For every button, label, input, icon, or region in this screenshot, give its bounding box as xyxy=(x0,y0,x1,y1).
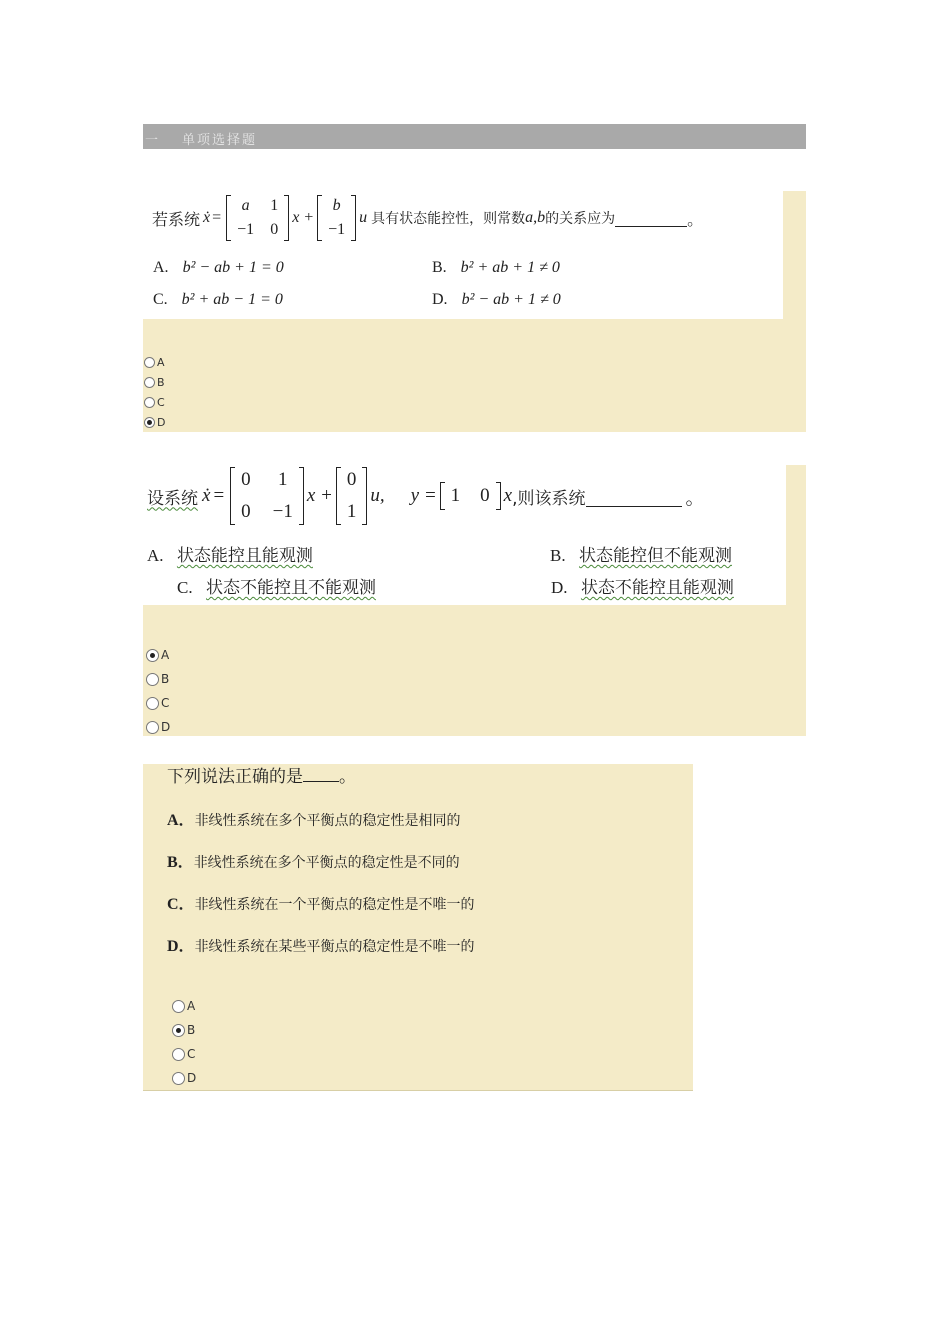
q1-b: b xyxy=(537,209,546,226)
radio-label: A xyxy=(157,356,165,369)
question-3 xyxy=(143,764,693,1091)
q1-matrix-b xyxy=(317,195,356,241)
q3-radio-a[interactable] xyxy=(172,999,195,1013)
q3-option-b xyxy=(167,849,460,872)
q2-option-d xyxy=(551,573,734,598)
q1-option-d xyxy=(432,291,561,309)
matrix-cell: 0 xyxy=(346,469,357,490)
radio-button[interactable] xyxy=(172,1000,185,1013)
q1-matrix-a xyxy=(226,195,289,241)
radio-button[interactable] xyxy=(146,697,159,710)
radio-button[interactable] xyxy=(172,1072,185,1085)
q1-stem-prefix: 若系统 xyxy=(152,211,201,229)
option-text: 非线性系统在某些平衡点的稳定性是不唯一的 xyxy=(194,939,475,955)
q1-xdot: ẋ xyxy=(203,209,211,226)
radio-button[interactable] xyxy=(172,1024,185,1037)
q2-stem-suffix: ,则该系统 xyxy=(512,488,586,509)
q3-option-c xyxy=(167,891,475,914)
radio-button[interactable] xyxy=(144,357,155,368)
option-label: C. xyxy=(177,578,193,597)
q1-period: 。 xyxy=(687,211,704,229)
radio-button[interactable] xyxy=(172,1048,185,1061)
q3-option-d xyxy=(167,933,475,956)
q1-u: u xyxy=(359,209,368,226)
question-2 xyxy=(143,465,806,736)
q3-period: 。 xyxy=(339,767,356,787)
q1-radio-b[interactable] xyxy=(144,376,165,389)
option-text: 非线性系统在多个平衡点的稳定性是不同的 xyxy=(193,855,460,871)
section-number: 一 xyxy=(145,133,161,148)
option-text: b² − ab + 1 ≠ 0 xyxy=(461,291,561,308)
q1-comma: , xyxy=(533,209,538,226)
radio-label: A xyxy=(187,999,196,1013)
section-header xyxy=(143,124,806,149)
q3-radio-b[interactable] xyxy=(172,1023,195,1037)
radio-button[interactable] xyxy=(144,397,155,408)
option-label: B. xyxy=(432,259,447,276)
option-text: b² − ab + 1 = 0 xyxy=(182,259,284,276)
option-label: B. xyxy=(550,546,566,565)
radio-button[interactable] xyxy=(146,673,159,686)
q2-period: 。 xyxy=(685,487,705,509)
radio-button[interactable] xyxy=(146,721,159,734)
q1-option-c xyxy=(153,291,283,309)
option-text: 状态不能控且能观测 xyxy=(580,578,734,598)
q1-option-b xyxy=(432,259,560,277)
q3-option-a xyxy=(167,807,461,830)
section-title: 单项选择题 xyxy=(182,133,258,148)
matrix-cell: 1 xyxy=(346,501,357,522)
q2-option-b xyxy=(550,541,732,566)
q3-stem-text: 下列说法正确的是 xyxy=(167,767,303,787)
matrix-cell: −1 xyxy=(272,501,293,522)
option-text: 状态能控且能观测 xyxy=(176,546,313,566)
option-text: b² + ab − 1 = 0 xyxy=(181,291,283,308)
q2-eq: = xyxy=(213,485,225,506)
option-text: 状态不能控且不能观测 xyxy=(206,578,376,598)
question-3-stem xyxy=(167,762,356,787)
q1-x-plus: x + xyxy=(292,209,315,226)
matrix-cell: 0 xyxy=(270,221,279,238)
q1-eq: = xyxy=(212,209,222,226)
matrix-cell: 1 xyxy=(270,197,279,214)
q2-u: u, xyxy=(370,485,385,506)
radio-label: C xyxy=(187,1047,196,1061)
matrix-cell: 0 xyxy=(241,469,251,490)
radio-label: D xyxy=(157,416,166,429)
matrix-cell: 1 xyxy=(278,469,288,490)
q3-radio-d[interactable] xyxy=(172,1071,196,1085)
radio-button[interactable] xyxy=(144,417,155,428)
radio-label: A xyxy=(161,648,170,662)
option-label: B． xyxy=(167,854,194,871)
option-text: 非线性系统在一个平衡点的稳定性是不唯一的 xyxy=(194,897,475,913)
q1-a: a xyxy=(525,209,534,226)
q2-x-plus: x + xyxy=(306,485,333,506)
q2-matrix-b xyxy=(336,467,368,525)
q2-xdot: ẋ xyxy=(202,485,211,506)
radio-button[interactable] xyxy=(146,649,159,662)
q1-radio-d[interactable] xyxy=(144,416,165,429)
option-label: D． xyxy=(167,938,195,955)
radio-button[interactable] xyxy=(144,377,155,388)
option-label: D. xyxy=(432,291,448,308)
answer-blank xyxy=(586,485,682,507)
q2-radio-d[interactable] xyxy=(146,720,170,734)
radio-label: B xyxy=(187,1023,196,1037)
question-2-equation xyxy=(147,467,705,525)
option-text: 状态能控但不能观测 xyxy=(579,546,732,566)
q2-matrix-c xyxy=(440,482,501,510)
radio-label: D xyxy=(161,720,171,734)
radio-label: D xyxy=(187,1071,197,1085)
q2-radio-c[interactable] xyxy=(146,696,169,710)
question-1 xyxy=(143,191,806,432)
q2-option-a xyxy=(147,541,313,566)
question-2-stem xyxy=(143,465,786,605)
matrix-cell: 0 xyxy=(241,501,251,522)
matrix-cell: 1 xyxy=(450,485,461,506)
q2-option-c xyxy=(177,573,376,598)
matrix-cell: −1 xyxy=(328,221,346,238)
option-label: A. xyxy=(147,546,164,565)
q2-stem-prefix: 设系统 xyxy=(147,488,198,509)
option-label: C. xyxy=(153,291,168,308)
radio-label: B xyxy=(157,376,165,389)
q1-radio-a[interactable] xyxy=(144,356,165,369)
answer-blank xyxy=(615,209,687,228)
radio-label: C xyxy=(161,696,170,710)
q2-y-eq: y = xyxy=(410,485,437,506)
radio-label: C xyxy=(157,396,165,409)
q1-stem-end: 的关系应为 xyxy=(545,211,616,227)
q3-radio-c[interactable] xyxy=(172,1047,195,1061)
option-label: A. xyxy=(153,259,169,276)
option-text: b² + ab + 1 ≠ 0 xyxy=(460,259,560,276)
option-text: 非线性系统在多个平衡点的稳定性是相同的 xyxy=(194,813,461,829)
q2-radio-b[interactable] xyxy=(146,672,169,686)
q1-radio-c[interactable] xyxy=(144,396,165,409)
q2-x: x xyxy=(503,485,513,506)
matrix-cell: −1 xyxy=(237,221,255,238)
matrix-cell: b xyxy=(332,197,341,214)
q1-option-a xyxy=(153,259,284,277)
radio-label: B xyxy=(161,672,170,686)
matrix-cell: a xyxy=(241,197,250,214)
question-1-equation xyxy=(152,195,703,241)
q2-matrix-a xyxy=(230,467,304,525)
matrix-cell: 0 xyxy=(480,485,490,506)
question-1-stem xyxy=(143,191,783,319)
answer-blank xyxy=(303,762,339,782)
q1-stem-suffix: 具有状态能控性，则常数 xyxy=(371,211,526,227)
option-label: A． xyxy=(167,812,195,829)
option-label: D. xyxy=(551,578,568,597)
q2-radio-a[interactable] xyxy=(146,648,169,662)
option-label: C． xyxy=(167,896,195,913)
